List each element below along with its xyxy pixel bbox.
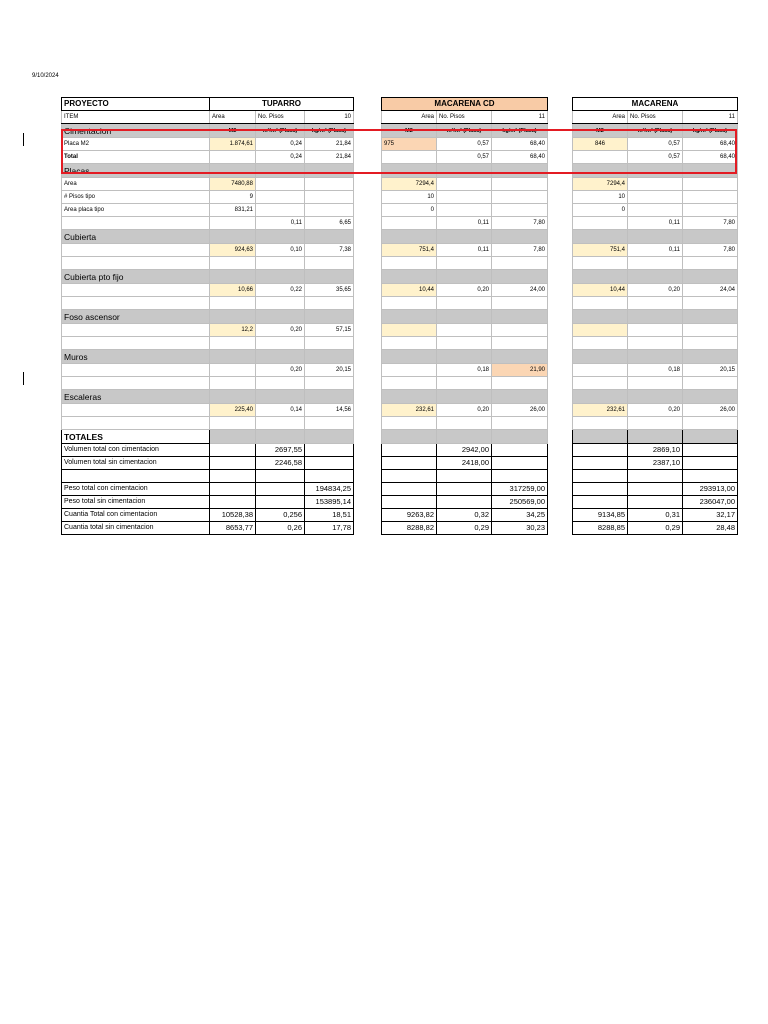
cell: 0,24 bbox=[256, 138, 305, 151]
cell: 28,48 bbox=[683, 522, 738, 535]
cell: 10,66 bbox=[210, 284, 256, 297]
cell: 0,14 bbox=[256, 404, 305, 417]
cell: 0 bbox=[382, 204, 437, 217]
cell: 9 bbox=[210, 191, 256, 204]
m3m2-header: m³/m² (Placa) bbox=[256, 124, 305, 138]
cell: 0,20 bbox=[437, 404, 492, 417]
cell: 8288,85 bbox=[573, 522, 628, 535]
cell: 0,20 bbox=[628, 284, 683, 297]
section-escaleras: Escaleras bbox=[62, 390, 210, 404]
cell: 924,63 bbox=[210, 244, 256, 257]
cell: 20,15 bbox=[305, 364, 354, 377]
cell: 7,80 bbox=[492, 244, 548, 257]
cell: 225,40 bbox=[210, 404, 256, 417]
cell: 2697,55 bbox=[256, 444, 305, 457]
cell: 0,57 bbox=[437, 151, 492, 164]
placa-m2-label: Placa M2 bbox=[62, 138, 210, 151]
cell: 7,80 bbox=[683, 244, 738, 257]
cell: 751,4 bbox=[573, 244, 628, 257]
pisos-tipo-label: # Pisos tipo bbox=[62, 191, 210, 204]
section-foso-ascensor: Foso ascensor bbox=[62, 310, 210, 324]
kgm2-header: kg/m² (Placa) bbox=[305, 124, 354, 138]
cell: 0,57 bbox=[437, 138, 492, 151]
print-date: 9/10/2024 bbox=[32, 73, 59, 79]
cell: 0,57 bbox=[628, 151, 683, 164]
cell: 232,61 bbox=[573, 404, 628, 417]
section-cimentacion: Cimentacion bbox=[62, 124, 210, 138]
no-pisos-header: No. Pisos bbox=[628, 111, 683, 124]
cell: 8653,77 bbox=[210, 522, 256, 535]
cell: 2418,00 bbox=[437, 457, 492, 470]
cell: 293913,00 bbox=[683, 483, 738, 496]
section-cubierta: Cubierta bbox=[62, 230, 210, 244]
cell: 250569,00 bbox=[492, 496, 548, 509]
cell: 0,11 bbox=[628, 217, 683, 230]
vol-sin-label: Volumen total sin cimentacion bbox=[62, 457, 210, 470]
kgm2-header: kg/m² (Placa) bbox=[683, 124, 738, 138]
cell: 7294,4 bbox=[573, 178, 628, 191]
cell: 9134,85 bbox=[573, 509, 628, 522]
cell: 7,80 bbox=[492, 217, 548, 230]
m3m2-header: m³/m² (Placa) bbox=[628, 124, 683, 138]
pisos-value: 10 bbox=[305, 111, 354, 124]
project-title: MACARENA CD bbox=[382, 98, 548, 111]
cell: 26,00 bbox=[492, 404, 548, 417]
cell: 0,20 bbox=[437, 284, 492, 297]
cimentacion-highlight-box bbox=[61, 129, 737, 174]
cell: 0,29 bbox=[628, 522, 683, 535]
peso-con-label: Peso total con cimentacion bbox=[62, 483, 210, 496]
project-title: MACARENA bbox=[573, 98, 738, 111]
m2-header: M2 bbox=[210, 124, 256, 138]
peso-sin-label: Peso total sin cimentacion bbox=[62, 496, 210, 509]
cell: 57,15 bbox=[305, 324, 354, 337]
no-pisos-header: No. Pisos bbox=[437, 111, 492, 124]
cell: 21,84 bbox=[305, 151, 354, 164]
cell: 7480,88 bbox=[210, 178, 256, 191]
cell: 9263,82 bbox=[382, 509, 437, 522]
vol-con-label: Volumen total con cimentacion bbox=[62, 444, 210, 457]
cell: 0,20 bbox=[628, 404, 683, 417]
cell: 21,84 bbox=[305, 138, 354, 151]
cell: 0,22 bbox=[256, 284, 305, 297]
cell: 8288,82 bbox=[382, 522, 437, 535]
cell: 30,23 bbox=[492, 522, 548, 535]
area-label: Area bbox=[62, 178, 210, 191]
cell: 26,00 bbox=[683, 404, 738, 417]
cell: 32,17 bbox=[683, 509, 738, 522]
area-header: Area bbox=[382, 111, 437, 124]
cell: 2387,10 bbox=[628, 457, 683, 470]
area-placa-tipo-label: Area placa tipo bbox=[62, 204, 210, 217]
cell: 1.874,61 bbox=[210, 138, 256, 151]
project-title: TUPARRO bbox=[210, 98, 354, 111]
cell: 6,65 bbox=[305, 217, 354, 230]
cell: 153895,14 bbox=[305, 496, 354, 509]
cell: 7,38 bbox=[305, 244, 354, 257]
cuantia-sin-label: Cuantia total sin cimentacion bbox=[62, 522, 210, 535]
cell: 317259,00 bbox=[492, 483, 548, 496]
cell: 17,78 bbox=[305, 522, 354, 535]
cell: 68,40 bbox=[492, 138, 548, 151]
no-pisos-header: No. Pisos bbox=[256, 111, 305, 124]
cell: 10 bbox=[573, 191, 628, 204]
cell: 0,24 bbox=[256, 151, 305, 164]
cell: 68,40 bbox=[492, 151, 548, 164]
cell: 7294,4 bbox=[382, 178, 437, 191]
cell: 21,90 bbox=[492, 364, 548, 377]
cell: 0,11 bbox=[437, 217, 492, 230]
cell: 0,29 bbox=[437, 522, 492, 535]
cell: 12,2 bbox=[210, 324, 256, 337]
m2-header: M2 bbox=[382, 124, 437, 138]
cell: 0,20 bbox=[256, 364, 305, 377]
section-cubierta-pto-fijo: Cubierta pto fijo bbox=[62, 270, 210, 284]
cell: 10,44 bbox=[382, 284, 437, 297]
cell: 2942,00 bbox=[437, 444, 492, 457]
cell: 0,10 bbox=[256, 244, 305, 257]
cuantia-con-label: Cuantia Total con cimentacion bbox=[62, 509, 210, 522]
cell: 751,4 bbox=[382, 244, 437, 257]
cell: 7,80 bbox=[683, 217, 738, 230]
cell: 2869,10 bbox=[628, 444, 683, 457]
cell: 0,18 bbox=[437, 364, 492, 377]
pisos-value: 11 bbox=[492, 111, 548, 124]
cell: 0,57 bbox=[628, 138, 683, 151]
cell: 0,256 bbox=[256, 509, 305, 522]
kgm2-header: kg/m² (Placa) bbox=[492, 124, 548, 138]
cell: 68,40 bbox=[683, 138, 738, 151]
section-totales: TOTALES bbox=[62, 430, 210, 444]
text-cursor bbox=[23, 133, 24, 146]
cell: 232,61 bbox=[382, 404, 437, 417]
cell: 975 bbox=[382, 138, 437, 151]
cell: 14,56 bbox=[305, 404, 354, 417]
cell: 0,32 bbox=[437, 509, 492, 522]
cell: 0,18 bbox=[628, 364, 683, 377]
cell: 24,00 bbox=[492, 284, 548, 297]
cell: 0 bbox=[573, 204, 628, 217]
text-cursor bbox=[23, 372, 24, 385]
proyecto-label: PROYECTO bbox=[62, 98, 210, 111]
cell: 2246,58 bbox=[256, 457, 305, 470]
cell: 20,15 bbox=[683, 364, 738, 377]
m3m2-header: m³/m² (Placa) bbox=[437, 124, 492, 138]
pisos-value: 11 bbox=[683, 111, 738, 124]
cell: 24,04 bbox=[683, 284, 738, 297]
cell: 831,21 bbox=[210, 204, 256, 217]
cell: 236047,00 bbox=[683, 496, 738, 509]
cell: 0,26 bbox=[256, 522, 305, 535]
cell: 0,11 bbox=[628, 244, 683, 257]
total-label: Total bbox=[62, 151, 210, 164]
cell: 0,31 bbox=[628, 509, 683, 522]
item-label: ITEM bbox=[62, 111, 210, 124]
cell: 35,65 bbox=[305, 284, 354, 297]
m2-header: M2 bbox=[573, 124, 628, 138]
cell: 18,51 bbox=[305, 509, 354, 522]
cell: 194834,25 bbox=[305, 483, 354, 496]
cell: 0,20 bbox=[256, 324, 305, 337]
section-placas: Placas bbox=[62, 164, 210, 178]
cell: 10528,38 bbox=[210, 509, 256, 522]
cell: 0,11 bbox=[437, 244, 492, 257]
section-muros: Muros bbox=[62, 350, 210, 364]
area-header: Area bbox=[210, 111, 256, 124]
area-header: Area bbox=[573, 111, 628, 124]
cell: 34,25 bbox=[492, 509, 548, 522]
cell: 846 bbox=[573, 138, 628, 151]
cell: 68,40 bbox=[683, 151, 738, 164]
cell: 10 bbox=[382, 191, 437, 204]
cell: 10,44 bbox=[573, 284, 628, 297]
cell: 0,11 bbox=[256, 217, 305, 230]
